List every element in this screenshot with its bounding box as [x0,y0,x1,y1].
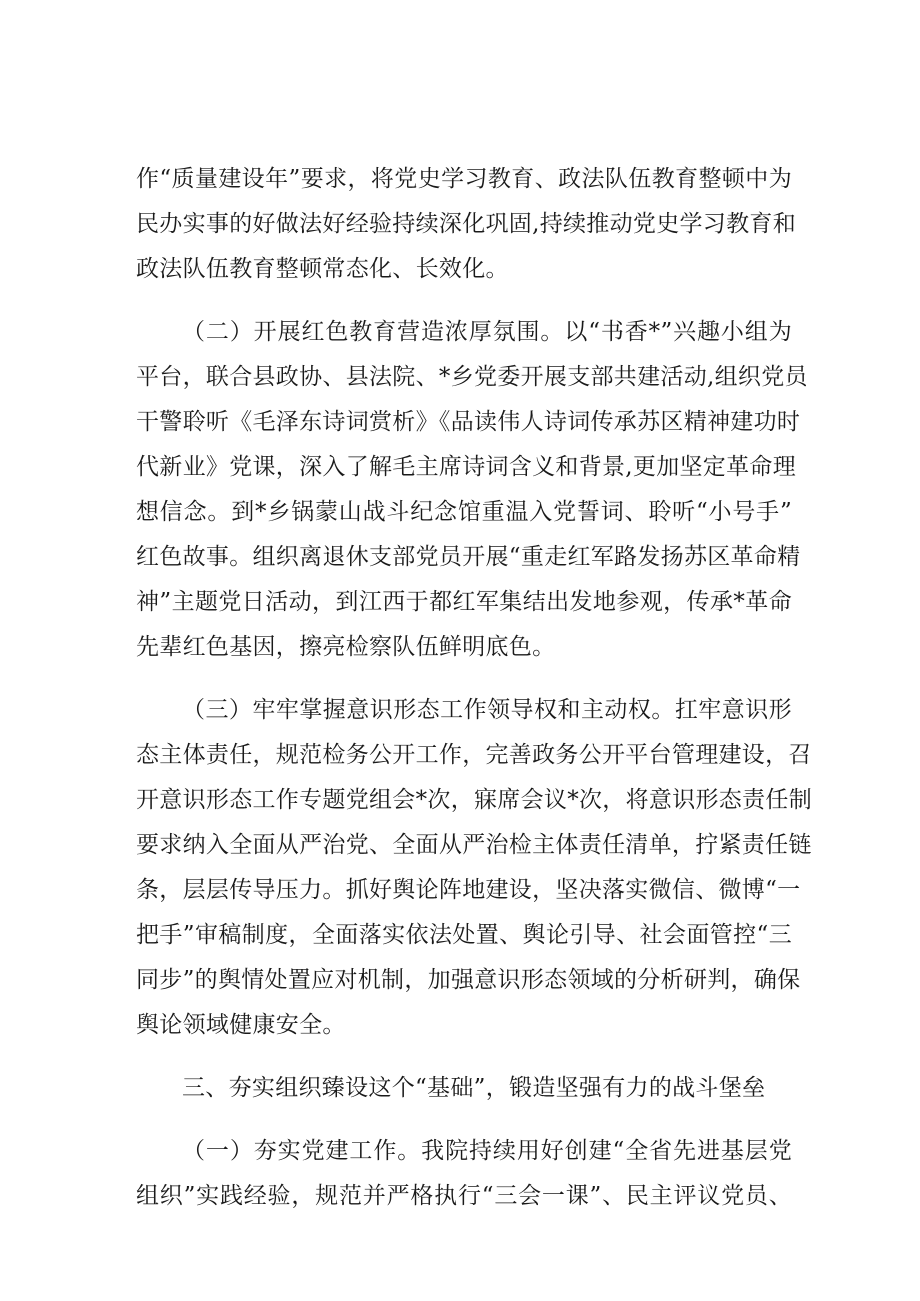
text-line: 态主体责任，规范检务公开工作，完善政务公开平台管理建设，召 [136,742,812,768]
text-line: 神”主题党日活动，到江西于都红军集结出发地参观，传承*革命 [136,589,792,615]
paragraph-party-building [136,1129,792,1219]
text-line: （二）开展红色教育营造浓厚氛围。以“书香*”兴趣小组为 [182,319,792,345]
paragraph-red-education [136,310,808,670]
text-line: （三）牢牢掌握意识形态工作领导权和主动权。扛牢意识形 [182,697,792,723]
text-line: 同步”的舆情处置应对机制，加强意识形态领域的分析研判，确保 [136,967,801,993]
text-line: 舆论领域健康安全。 [136,1012,346,1038]
text-line: 先辈红色基因，擦亮检察队伍鲜明底色。 [136,634,556,660]
text-line: 组织”实践经验，规范并严格执行“三会一课”、民主评议党员、 [136,1183,792,1209]
text-line: 代新业》党课，深入了解毛主席诗词含义和背景,更加坚定革命理 [136,454,797,480]
paragraph-continuation [136,157,797,292]
text-line: 要求纳入全面从严治党、全面从严治检主体责任清单，拧紧责任链 [136,832,812,858]
heading-line: 三、夯实组织臻设这个“基础”，锻造坚强有力的战斗堡垒 [182,1075,766,1101]
text-line: 把手”审稿制度，全面落实依法处置、舆论引导、社会面管控“三 [136,922,792,948]
text-line: 民办实事的好做法好经验持续深化巩固,持续推动党史学习教育和 [136,211,797,237]
text-line: 作“质量建设年”要求，将党史学习教育、政法队伍教育整顿中为 [136,166,792,192]
text-line: 条，层层传导压力。抓好舆论阵地建设，坚决落实微信、微博“一 [136,877,801,903]
text-line: 干警聆听《毛泽东诗词赏析》《品读伟人诗词传承苏区精神建功时 [136,409,801,435]
text-line: 政法队伍教育整顿常态化、长效化。 [136,256,509,282]
text-line: 开意识形态工作专题党组会*次，寐席会议*次，将意识形态责任制 [136,787,812,813]
text-line: 平台，联合县政协、县法院、*乡党委开展支部共建活动,组织党员 [136,364,808,390]
section-heading [136,1066,792,1111]
paragraph-ideology-work [136,688,812,1048]
text-line: 想信念。到*乡锅蒙山战斗纪念馆重温入党誓词、聆听“小号手” [136,499,792,525]
text-line: 红色故事。组织离退休支部党员开展“重走红军路发扬苏区革命精 [136,544,801,570]
text-line: （一）夯实党建工作。我院持续用好创建“全省先进基层党 [182,1138,792,1164]
document-body [136,157,812,1219]
